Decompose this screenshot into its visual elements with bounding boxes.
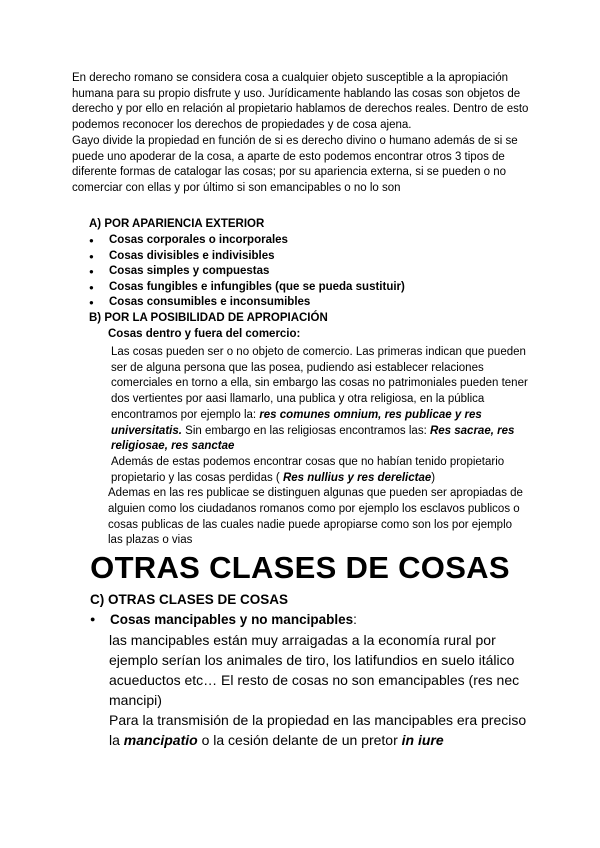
paragraph-text: Además de estas podemos encontrar cosas que no habían tenido propietario propietario y las cosas perdidas ( — [111, 455, 505, 484]
section-c-bullet — [90, 612, 357, 627]
bullet-colon: : — [353, 612, 357, 627]
latin-term-mancipatio: mancipatio — [123, 732, 198, 748]
section-c-paragraph-2 — [109, 710, 529, 750]
section-c-paragraph-1: las mancipables están muy arraigadas a la economía rural por ejemplo serían los animales de tiro, los latifundios en suelo itálico acueductos etc… El resto de cosas no son emancipables (res nec mancipi) — [109, 632, 520, 708]
list-item: ● Cosas fungibles e infungibles (que se pueda sustituir) — [89, 280, 405, 296]
paragraph-text: o la cesión delante de un pretor — [197, 732, 402, 748]
section-b-subheading: Cosas dentro y fuera del comercio: — [108, 328, 301, 340]
section-a-heading: A) POR APARIENCIA EXTERIOR — [89, 218, 265, 230]
section-c-body — [109, 630, 529, 750]
section-b-body — [108, 345, 528, 549]
list-item: ● Cosas simples y compuestas — [89, 264, 405, 280]
intro-section — [72, 71, 542, 197]
section-b-heading: B) POR LA POSIBILIDAD DE APROPIACIÓN — [89, 312, 328, 324]
section-a-list — [89, 233, 405, 311]
list-item: ● Cosas corporales o incorporales — [89, 233, 405, 249]
list-item: ● Cosas divisibles e indivisibles — [89, 249, 405, 265]
paragraph-text: ) — [431, 471, 436, 484]
intro-paragraph-1: En derecho romano se considera cosa a cualquier objeto susceptible a la apropiación humana para su propio disfrute y uso. Jurídicamente hablando las cosas son objetos de derecho y por ello en relación al propietario hablamos de derechos reales. Dentro de esto podemos reconocer los derechos de propiedades y de cosa ajena. — [72, 72, 529, 132]
latin-terms-religious: Res sacrae, res religiosae, res sanctae — [111, 424, 515, 453]
section-b-paragraph-1 — [108, 345, 528, 455]
latin-terms-public: res comunes omnium, res publicae y res universitatis. — [111, 408, 482, 437]
section-c-heading: C) OTRAS CLASES DE COSAS — [90, 592, 289, 607]
section-b-paragraph-3: Ademas en las res publicae se distinguen algunas que pueden ser apropiadas de alguien como los ciudadanos romanos como por ejemplo los esclavos publicos o cosas publicas de las cuales nadie puede apropiarse como son los por ejemplo las plazas o vias — [108, 487, 523, 547]
bullet-label: Cosas mancipables y no mancipables — [110, 612, 354, 627]
latin-term-in-iure: in iure — [401, 732, 444, 748]
paragraph-text: Las cosas pueden ser o no objeto de comercio. Las primeras indican que pueden ser de alguna persona que las posea, pudiendo asi establecer relaciones comerciales en torno a ella, sin embargo las cosas no patrimoniales pueden tener dos vertientes por aasi llamarlo, una publica y otra religiosa, en la pública encontramos por ejemplo la: — [111, 346, 528, 421]
paragraph-text: Sin embargo en las religiosas encontramos las: — [181, 424, 430, 437]
paragraph-text: Para la transmisión de la propiedad en las mancipables era preciso la — [109, 712, 527, 748]
list-item: ● Cosas consumibles e inconsumibles — [89, 295, 405, 311]
section-b-paragraph-2 — [108, 455, 528, 486]
latin-terms-ownerless: Res nullius y res derelictae — [282, 471, 432, 484]
bullet-icon: ● — [90, 614, 96, 624]
big-title: OTRAS CLASES DE COSAS — [90, 550, 510, 585]
intro-paragraph-2: Gayo divide la propiedad en función de si es derecho divino o humano además de si se puede uno apoderar de la cosa, a aparte de esto podemos encontrar otros 3 tipos de diferente formas de catalogar las cosas; por su apariencia externa, si se pueden o no comerciar con ellas y por último si son emancipables o no lo son — [72, 134, 518, 194]
